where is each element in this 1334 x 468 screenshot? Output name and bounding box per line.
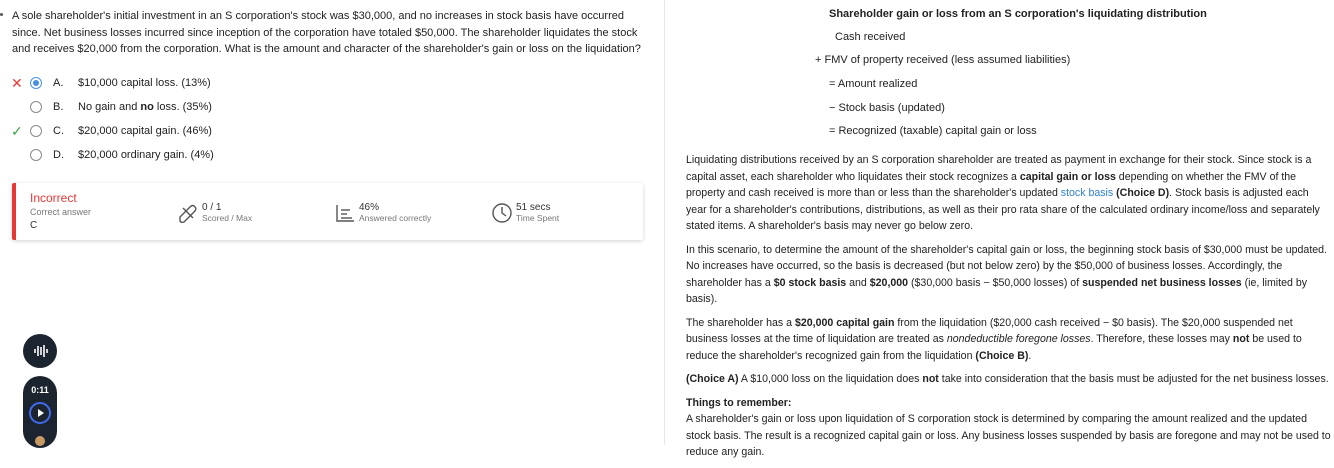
question-bullet xyxy=(0,13,3,16)
things-to-remember-text: A shareholder's gain or loss upon liquidation of S corporation stock is determined by comparing the amount realized and the updated stock basis. The result is a recognized capital gain or loss. Any business losses suspended by basis are foregone and may not be used to reduce any gain. xyxy=(686,413,1331,458)
explanation-text xyxy=(686,152,1331,468)
formula-line: + FMV of property received (less assumed liabilities) xyxy=(815,54,1071,66)
choice-text: No gain and no loss. (35%) xyxy=(78,101,212,113)
score-label: Scored / Max xyxy=(202,213,253,223)
score-value: 0 / 1 xyxy=(202,202,222,213)
choice-letter: B. xyxy=(53,101,64,113)
score-icon xyxy=(177,202,199,224)
radio-d[interactable] xyxy=(30,149,42,161)
audio-player xyxy=(23,376,57,448)
result-status: Incorrect xyxy=(30,191,77,205)
choice-c[interactable] xyxy=(0,121,660,145)
question-panel xyxy=(0,0,662,445)
radio-c[interactable] xyxy=(30,125,42,137)
choice-b[interactable] xyxy=(0,97,660,121)
choice-letter: C. xyxy=(53,125,64,137)
explanation-paragraph: Liquidating distributions received by an S corporation shareholder are treated as payment in exchange for their stock. Since stock is a capital asset, each shareholder who liquidates their stock recognizes a capital gain or loss depending on whether the FMV of the property and cash received is more than or less than the shareholder's updated stock basis (Choice D). Stock basis is adjusted each year for a shareholder's contributions, distributions, as well as their pro rata share of the calculated ordinary income/loss and separately stated items. A shareholder's basis may never go below zero. xyxy=(686,154,1320,232)
bar-chart-icon xyxy=(334,202,356,224)
percent-value: 46% xyxy=(359,202,380,213)
things-to-remember-title: Things to remember: xyxy=(686,396,792,409)
correct-answer-value: C xyxy=(30,220,38,231)
choice-d[interactable] xyxy=(0,145,660,169)
radio-a[interactable] xyxy=(30,77,42,89)
play-icon[interactable] xyxy=(28,401,52,425)
result-card xyxy=(12,183,643,240)
panel-divider xyxy=(664,0,665,445)
choice-letter: D. xyxy=(53,149,64,161)
choice-letter: A. xyxy=(53,77,64,89)
audio-wave-icon xyxy=(23,334,57,368)
formula-title: Shareholder gain or loss from an S corporation's liquidating distribution xyxy=(829,8,1207,20)
player-time: 0:11 xyxy=(31,385,49,395)
explanation-paragraph: The shareholder has a $20,000 capital gain from the liquidation ($20,000 cash received − $0 basis). The $20,000 suspended net business losses at the time of liquidation are treated as nondeductible foregone losses. Therefore, these losses may not be used to reduce the shareholder's recognized gain from the liquidation (Choice B). xyxy=(686,316,1302,362)
audio-wave-button[interactable] xyxy=(23,334,57,368)
formula-line: − Stock basis (updated) xyxy=(829,102,945,114)
explanation-paragraph: In this scenario, to determine the amount of the shareholder's capital gain or loss, the beginning stock basis of $30,000 must be updated. No increases have occurred, so the basis is decreased (but not below zero) by the $50,000 of business losses. Accordingly, the shareholder has a $0 stock basis and $20,000 ($30,000 basis − $50,000 losses) of suspended net business losses (ie, limited by basis). xyxy=(686,243,1327,305)
explanation-paragraph: (Choice A) A $10,000 loss on the liquidation does not take into consideration that the basis must be adjusted for the net business losses. xyxy=(686,373,1329,385)
choice-a[interactable] xyxy=(0,73,660,97)
time-label: Time Spent xyxy=(516,213,560,223)
correct-answer-caption: Correct answer xyxy=(30,207,92,217)
formula-line: Cash received xyxy=(835,31,906,43)
time-value: 51 secs xyxy=(516,202,551,213)
choice-text: $20,000 capital gain. (46%) xyxy=(78,125,212,137)
choice-text: $10,000 capital loss. (13%) xyxy=(78,77,211,89)
formula-line: = Recognized (taxable) capital gain or loss xyxy=(829,125,1037,137)
result-status-bar xyxy=(12,183,16,240)
choice-text: $20,000 ordinary gain. (4%) xyxy=(78,149,214,161)
explanation-panel xyxy=(686,0,1331,458)
correct-check-icon: ✓ xyxy=(11,123,23,139)
question-text: A sole shareholder's initial investment in an S corporation's stock was $30,000, and no increases in stock basis have occurred since. Net business losses incurred since inception of the corporation have totaled $50,000. The shareholder liquidates the stock and receives $20,000 from the corporation. What is the amount and character of the shareholder's gain or loss on the liquidation? xyxy=(12,10,641,55)
clock-icon xyxy=(491,202,513,224)
incorrect-x-icon: ✕ xyxy=(11,75,23,91)
formula-line: = Amount realized xyxy=(829,78,918,90)
stock-basis-link[interactable]: stock basis xyxy=(1060,187,1114,199)
radio-b[interactable] xyxy=(30,101,42,113)
answer-choices xyxy=(0,73,660,169)
percent-label: Answered correctly xyxy=(359,213,432,223)
